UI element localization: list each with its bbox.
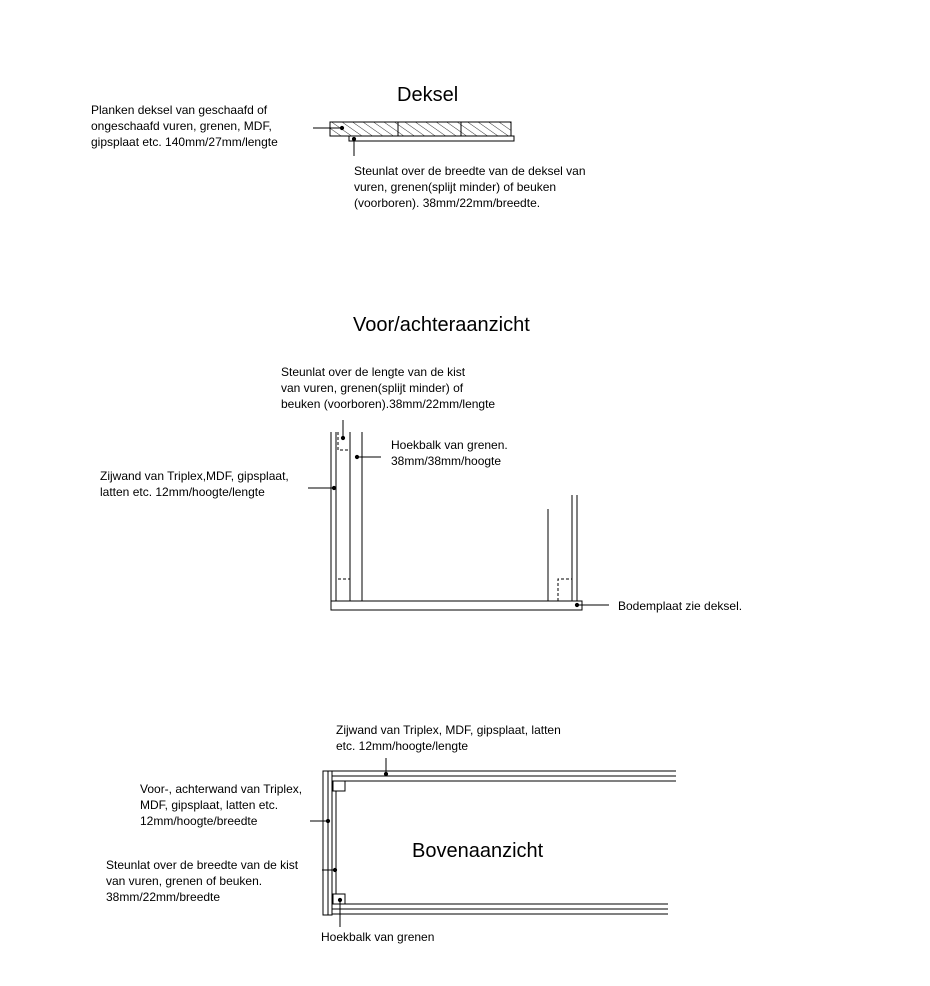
label-voor-bodemplaat: Bodemplaat zie deksel. xyxy=(618,599,743,613)
deksel-steunlat xyxy=(349,136,514,141)
front-view xyxy=(308,420,609,610)
label-deksel-steunlat: Steunlat over de breedte van de deksel van vuren, grenen(splijt minder) of beuken (voorboren). 38mm/22mm/breedte. xyxy=(354,164,586,210)
label-boven-voorwand: Voor-, achterwand van Triplex, MDF, gipsplaat, latten etc. 12mm/hoogte/breedte xyxy=(140,782,303,828)
label-voor-steunlat: Steunlat over de lengte van de kist van vuren, grenen(splijt minder) of beuken (voorboren).38mm/22mm/lengte xyxy=(281,365,496,411)
label-voor-hoekbalk: Hoekbalk van grenen. 38mm/38mm/hoogte xyxy=(391,438,508,468)
top-view xyxy=(310,758,676,927)
label-deksel-planken: Planken deksel van geschaafd of ongeschaafd vuren, grenen, MDF, gipsplaat etc. 140mm/27mm/lengte xyxy=(91,103,278,149)
bodemplaat xyxy=(331,601,582,610)
title-deksel: Deksel xyxy=(397,84,459,106)
title-bovenaanzicht: Bovenaanzicht xyxy=(412,840,544,862)
deksel-plank-2 xyxy=(398,122,461,136)
label-boven-zijwand: Zijwand van Triplex, MDF, gipsplaat, latten etc. 12mm/hoogte/lengte xyxy=(336,723,561,753)
deksel-plank-3 xyxy=(461,122,511,136)
label-boven-steunlat: Steunlat over de breedte van de kist van vuren, grenen of beuken. 38mm/22mm/breedte xyxy=(106,858,299,904)
deksel-section xyxy=(313,122,514,156)
title-voor-achteraanzicht: Voor/achteraanzicht xyxy=(353,314,530,336)
label-voor-zijwand: Zijwand van Triplex,MDF, gipsplaat, latten etc. 12mm/hoogte/lengte xyxy=(100,469,289,499)
label-boven-hoekbalk: Hoekbalk van grenen xyxy=(321,930,435,944)
